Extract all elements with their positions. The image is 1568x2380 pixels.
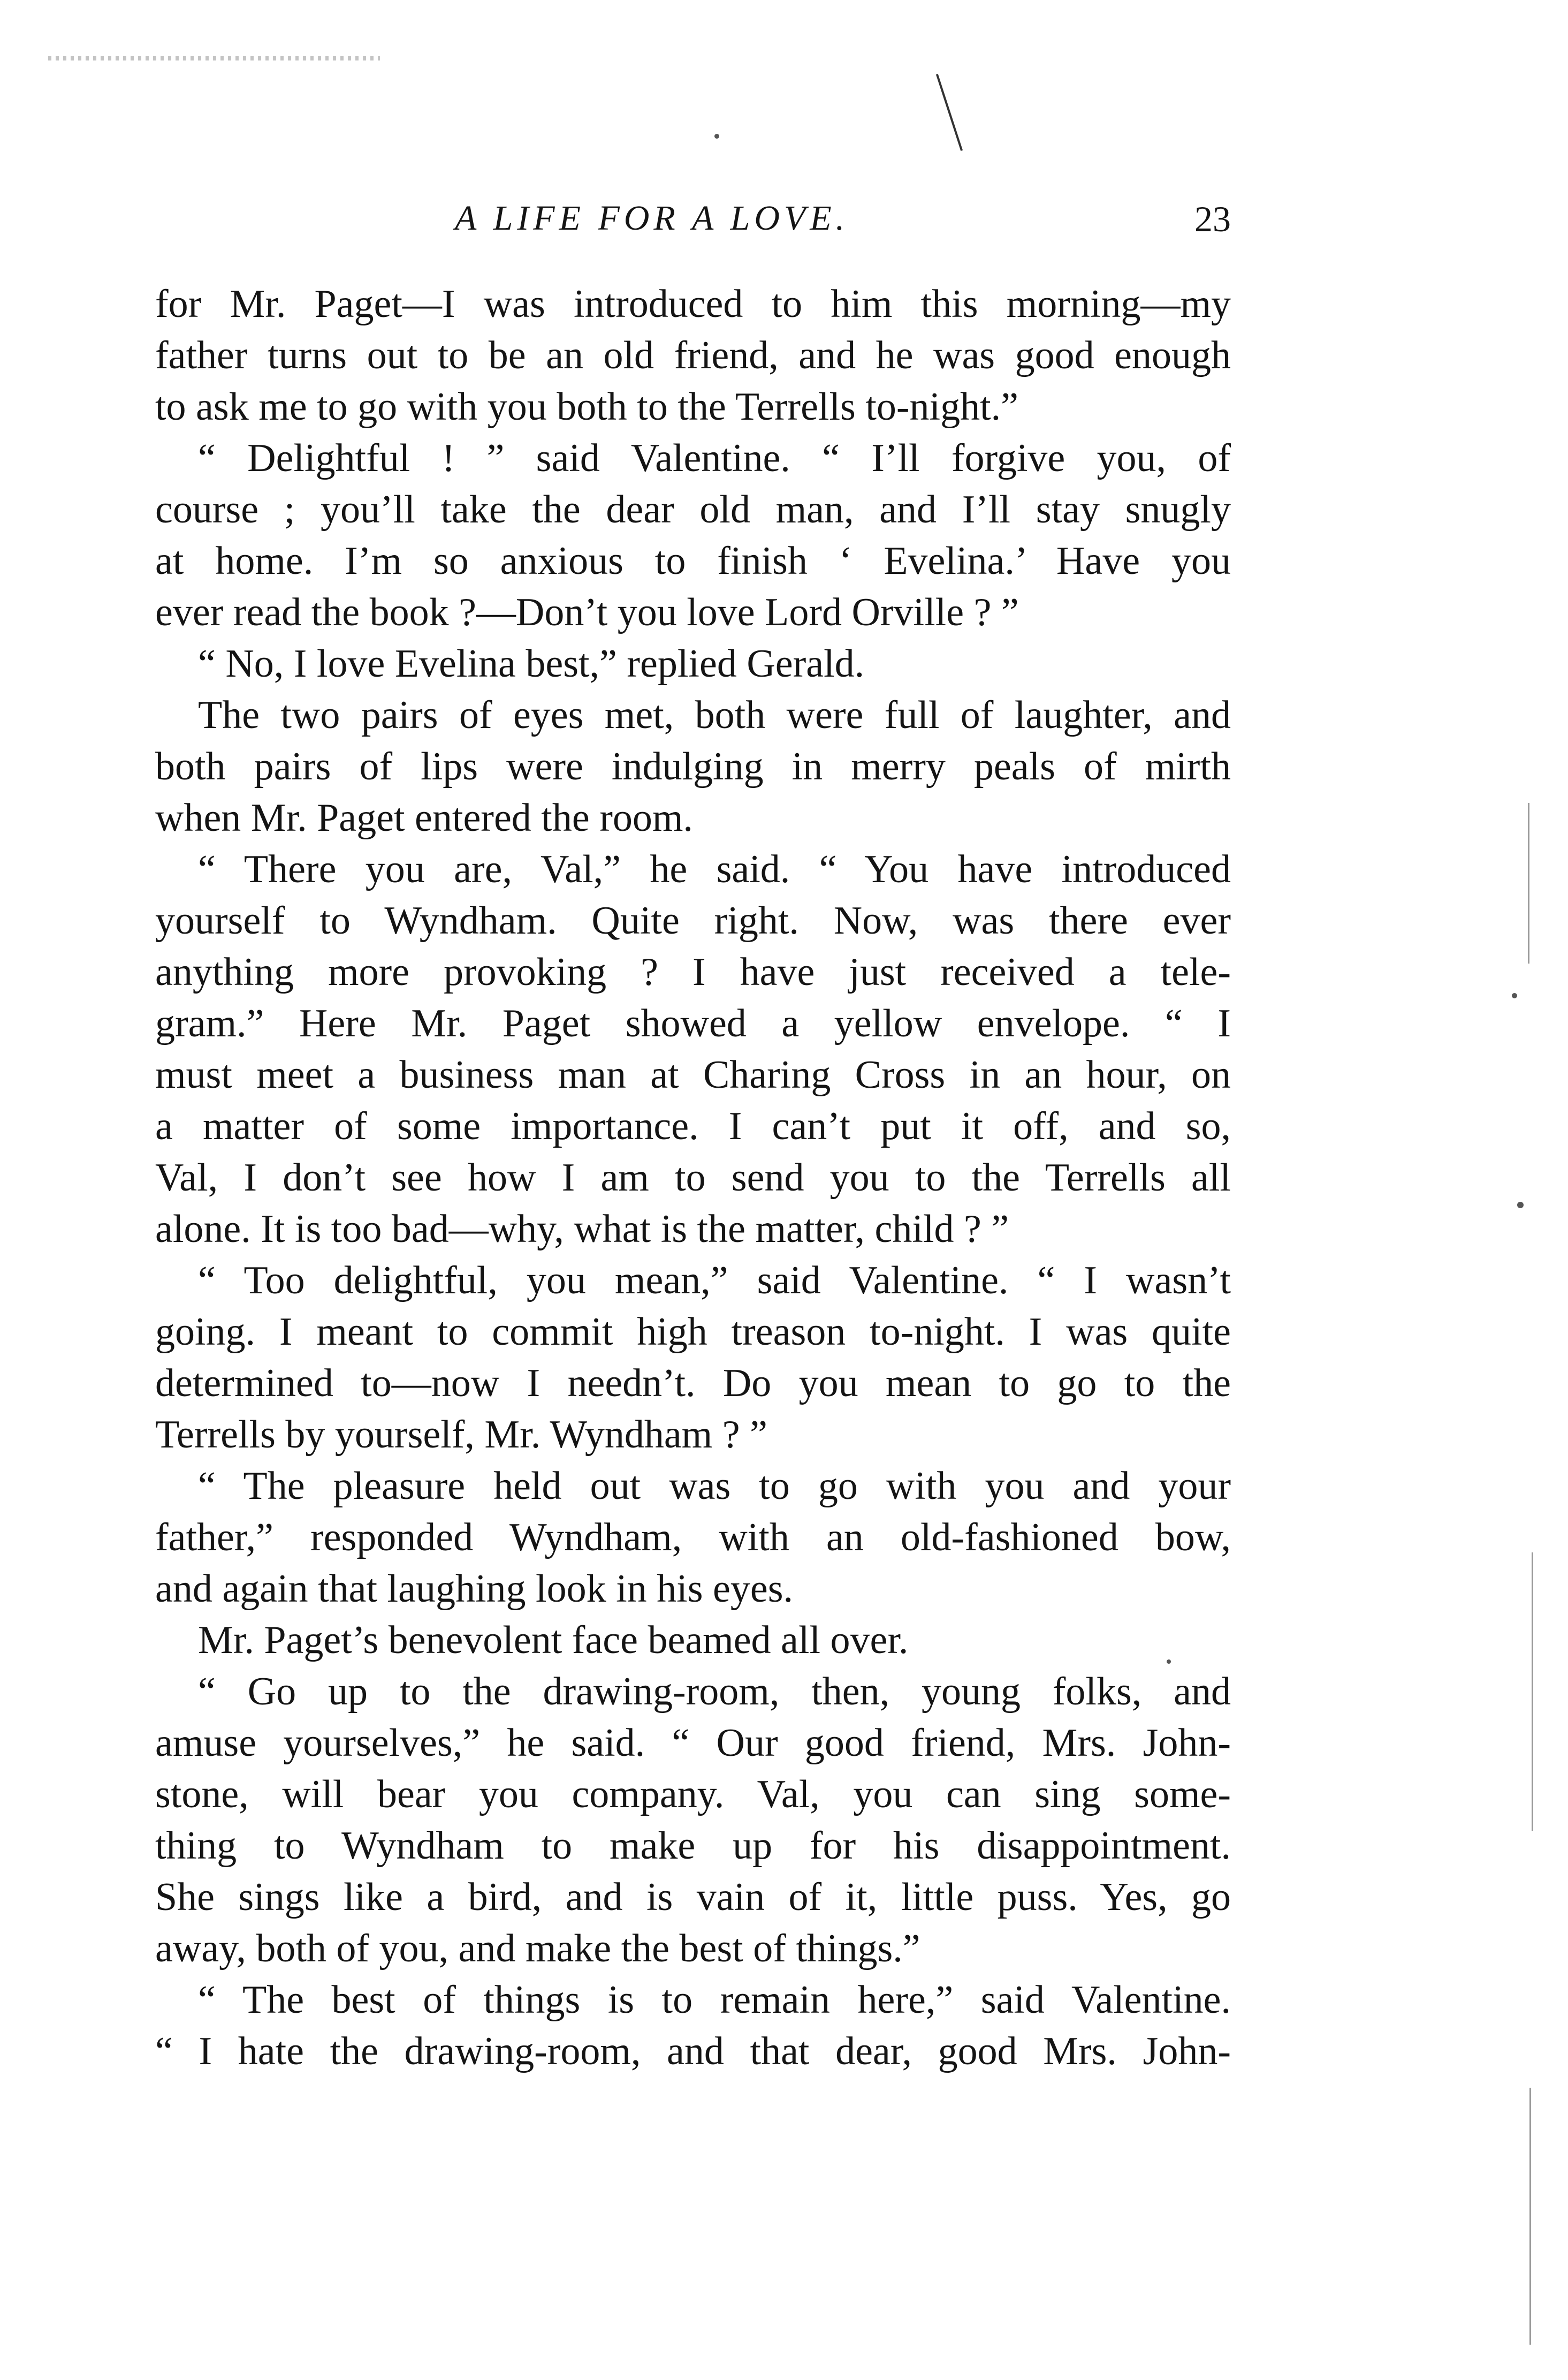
text-line: “ I hate the drawing-room, and that dear, good Mrs. John- <box>155 2029 1231 2073</box>
text-line: and again that laughing look in his eyes. <box>155 1567 793 1611</box>
text-line: stone, will bear you company. Val, you can sing some- <box>155 1772 1231 1816</box>
scan-speck <box>1512 993 1517 998</box>
text-line: “ Delightful ! ” said Valentine. “ I’ll forgive you, of <box>198 436 1231 480</box>
text-line: amuse yourselves,” he said. “ Our good friend, Mrs. John- <box>155 1721 1231 1765</box>
text-line: ever read the book ?—Don’t you love Lord Orville ? ” <box>155 590 1019 634</box>
text-line: yourself to Wyndham. Quite right. Now, was there ever <box>155 899 1231 943</box>
text-line: father turns out to be an old friend, and he was good enough <box>155 333 1231 377</box>
text-line: thing to Wyndham to make up for his disappointment. <box>155 1824 1231 1868</box>
text-line: anything more provoking ? I have just received a tele- <box>155 950 1231 994</box>
text-line: “ Go up to the drawing-room, then, young folks, and <box>198 1670 1231 1714</box>
text-line: The two pairs of eyes met, both were full of laughter, and <box>198 693 1231 737</box>
scan-edge-mark <box>1532 1552 1533 1831</box>
scan-edge-mark <box>1528 803 1529 964</box>
text-line: determined to—now I needn’t. Do you mean to go to the <box>155 1361 1231 1405</box>
text-line: away, both of you, and make the best of things.” <box>155 1927 920 1970</box>
scan-speck <box>714 134 719 139</box>
text-line: both pairs of lips were indulging in merry peals of mirth <box>155 745 1231 789</box>
text-line: Val, I don’t see how I am to send you to the Terrells all <box>155 1156 1231 1200</box>
running-title: A LIFE FOR A LOVE. <box>455 199 849 238</box>
text-line: going. I meant to commit high treason to-night. I was quite <box>155 1310 1231 1354</box>
scan-speck <box>1167 1659 1171 1664</box>
text-line: Mr. Paget’s benevolent face beamed all over. <box>198 1618 909 1662</box>
text-line: “ Too delightful, you mean,” said Valentine. “ I wasn’t <box>198 1259 1231 1302</box>
text-line: father,” responded Wyndham, with an old-fashioned bow, <box>155 1515 1231 1559</box>
text-line: at home. I’m so anxious to finish ‘ Evelina.’ Have you <box>155 539 1231 583</box>
text-line: “ The pleasure held out was to go with you and your <box>198 1464 1231 1508</box>
text-line: must meet a business man at Charing Cross in an hour, on <box>155 1053 1231 1097</box>
text-line: She sings like a bird, and is vain of it, little puss. Yes, go <box>155 1875 1231 1919</box>
text-line: a matter of some importance. I can’t put it off, and so, <box>155 1104 1231 1148</box>
text-line: to ask me to go with you both to the Terrells to-night.” <box>155 385 1019 429</box>
body-text <box>155 278 1231 2077</box>
scan-edge-mark <box>1529 2088 1531 2345</box>
scan-speck <box>1517 1202 1524 1208</box>
text-line: gram.” Here Mr. Paget showed a yellow envelope. “ I <box>155 1002 1231 1045</box>
running-head <box>155 198 1231 257</box>
text-line: for Mr. Paget—I was introduced to him this morning—my <box>155 282 1231 326</box>
text-line: when Mr. Paget entered the room. <box>155 796 693 840</box>
pencil-mark <box>936 74 963 151</box>
text-line: “ No, I love Evelina best,” replied Gerald. <box>198 642 865 686</box>
page-number: 23 <box>1194 199 1231 239</box>
text-line: alone. It is too bad—why, what is the matter, child ? ” <box>155 1207 1009 1251</box>
text-line: “ The best of things is to remain here,” said Valentine. <box>198 1978 1231 2022</box>
text-line: Terrells by yourself, Mr. Wyndham ? ” <box>155 1413 767 1457</box>
scan-smudge <box>48 56 380 60</box>
text-line: course ; you’ll take the dear old man, and I’ll stay snugly <box>155 488 1231 532</box>
text-line: “ There you are, Val,” he said. “ You have introduced <box>198 847 1231 891</box>
